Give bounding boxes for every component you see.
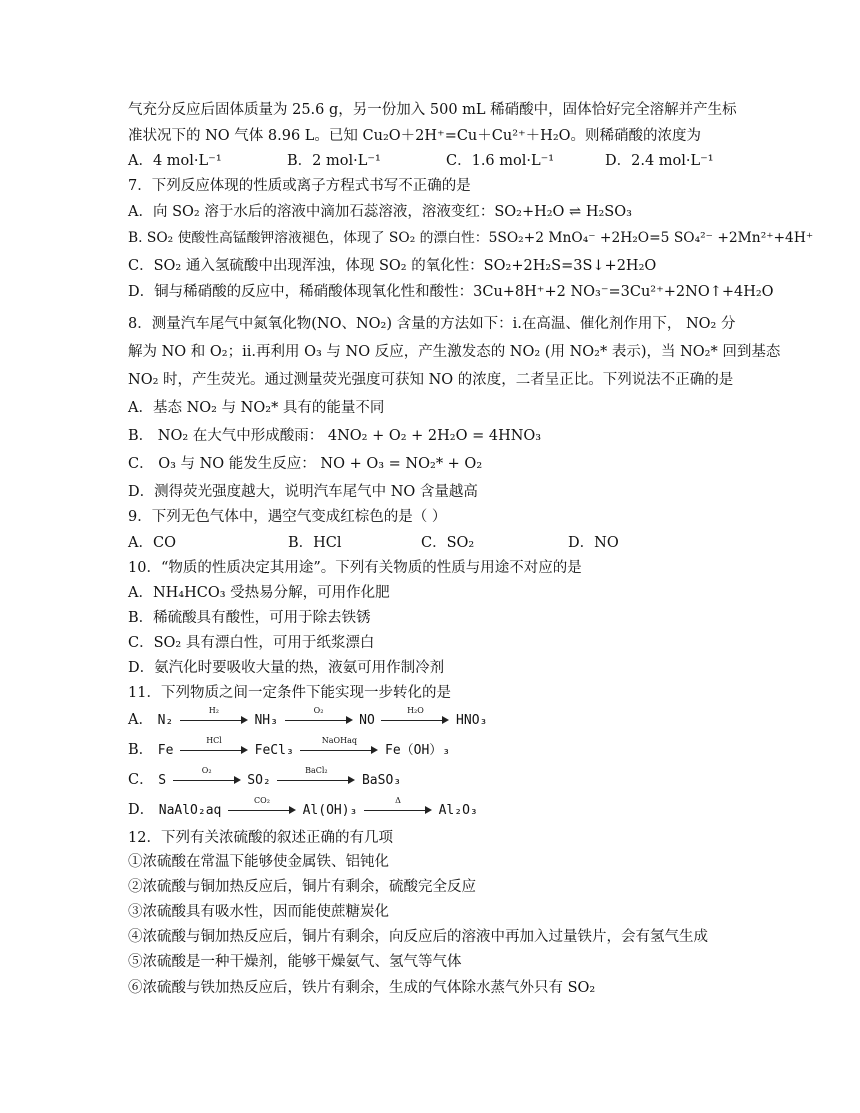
q7-option-b: B. SO₂ 使酸性高锰酸钾溶液褪色，体现了 SO₂ 的漂白性：5SO₂+2 MnO₄⁻ +2H₂O=5 SO₄²⁻ +2Mn²⁺+4H⁺ (128, 230, 814, 246)
substance: BaSO₃ (361, 773, 402, 788)
question-8-line2: 解为 NO 和 O₂；ii.再利用 O₃ 与 NO 反应，产生激发态的 NO₂ (用 NO₂* 表示)，当 NO₂* 回到基态 (128, 344, 781, 360)
arrow-label: NaOHaq (321, 736, 357, 745)
arrow-label: H₂O (407, 706, 424, 715)
statement-1: ①浓硫酸在常温下能够使金属铁、铝钝化 (128, 854, 389, 870)
option-c: C．SO₂ (421, 535, 475, 551)
q11-option-c (128, 766, 402, 790)
substance: Fe（OH）₃ (385, 743, 451, 758)
option-c: C．1.6 mol·L⁻¹ (446, 153, 555, 169)
q10-option-a: A．NH₄HCO₃ 受热易分解，可用作化肥 (128, 585, 390, 601)
reaction-arrow (180, 736, 248, 757)
q8-option-c: C． O₃ 与 NO 能发生反应： NO + O₃ = NO₂* + O₂ (128, 456, 483, 472)
option-d: D．NO (568, 535, 619, 551)
arrow-label: HCl (206, 736, 222, 745)
statement-4: ④浓硫酸与铜加热反应后，铜片有剩余，向反应后的溶液中再加入过量铁片，会有氢气生成 (128, 929, 708, 945)
substance: NO (359, 713, 375, 728)
arrow-label: O₂ (313, 706, 324, 715)
reaction-arrow (300, 736, 378, 757)
q11-option-d (128, 796, 478, 820)
option-b: B．HCl (288, 535, 342, 551)
q10-option-b: B．稀硫酸具有酸性，可用于除去铁锈 (128, 610, 371, 626)
substance: NaAlO₂aq (158, 803, 222, 818)
option-label: D． (128, 802, 155, 818)
reaction-arrow (228, 796, 296, 817)
substance: S (158, 773, 167, 788)
reaction-arrow (364, 796, 432, 817)
substance: Fe (157, 743, 174, 758)
substance: SO₂ (247, 773, 271, 788)
q10-option-c: C．SO₂ 具有漂白性，可用于纸浆漂白 (128, 635, 375, 651)
q8-option-a: A．基态 NO₂ 与 NO₂* 具有的能量不同 (128, 400, 385, 416)
question-8-line3: NO₂ 时，产生荧光。通过测量荧光强度可获知 NO 的浓度，二者呈正比。下列说法不正确的是 (128, 372, 734, 388)
substance: HNO₃ (456, 713, 488, 728)
statement-5: ⑤浓硫酸是一种干燥剂，能够干燥氨气、氢气等气体 (128, 954, 462, 970)
q6-options (128, 152, 764, 170)
arrow-label: O₂ (201, 766, 212, 775)
text-line: 准状况下的 NO 气体 8.96 L。已知 Cu₂O＋2H⁺=Cu＋Cu²⁺＋H₂O。则稀硝酸的浓度为 (128, 128, 702, 144)
question-12: 12．下列有关浓硫酸的叙述正确的有几项 (128, 830, 393, 846)
q10-option-d: D．氨汽化时要吸收大量的热，液氨可用作制冷剂 (128, 660, 445, 676)
option-a: A．4 mol·L⁻¹ (128, 153, 222, 169)
statement-2: ②浓硫酸与铜加热反应后，铜片有剩余，硫酸完全反应 (128, 879, 476, 895)
reaction-arrow (173, 766, 241, 787)
q11-option-b (128, 736, 451, 760)
q9-options (128, 534, 702, 552)
q7-option-d: D．铜与稀硝酸的反应中，稀硝酸体现氧化性和酸性：3Cu+8H⁺+2 NO₃⁻=3Cu²⁺+2NO↑+4H₂O (128, 284, 774, 300)
q8-option-d: D．测得荧光强度越大，说明汽车尾气中 NO 含量越高 (128, 484, 478, 500)
reaction-arrow (180, 706, 248, 727)
reaction-arrow (277, 766, 355, 787)
arrow-label: BaCl₂ (305, 766, 328, 775)
substance: N₂ (157, 713, 174, 728)
question-11: 11．下列物质之间一定条件下能实现一步转化的是 (128, 685, 451, 701)
substance: FeCl₃ (254, 743, 294, 758)
option-label: A． (128, 712, 153, 728)
arrow-label: H₂ (208, 706, 219, 715)
arrow-label: CO₂ (254, 796, 270, 805)
statement-3: ③浓硫酸具有吸水性，因而能使蔗糖炭化 (128, 904, 389, 920)
reaction-arrow (381, 706, 449, 727)
substance: Al₂O₃ (438, 803, 478, 818)
arrow-label: Δ (395, 796, 401, 805)
option-a: A．CO (128, 535, 176, 551)
question-7: 7．下列反应体现的性质或离子方程式书写不正确的是 (128, 178, 471, 194)
option-label: C． (128, 772, 154, 788)
question-8: 8．测量汽车尾气中氮氧化物(NO、NO₂) 含量的方法如下：i.在高温、催化剂作用下， NO₂ 分 (128, 316, 736, 332)
q7-option-a: A．向 SO₂ 溶于水后的溶液中滴加石蕊溶液，溶液变红：SO₂+H₂O ⇌ H₂SO₃ (128, 204, 632, 220)
option-d: D．2.4 mol·L⁻¹ (605, 153, 714, 169)
question-9: 9．下列无色气体中，遇空气变成红棕色的是（ ） (128, 509, 447, 525)
reaction-arrow (285, 706, 353, 727)
question-10: 10．“物质的性质决定其用途”。下列有关物质的性质与用途不对应的是 (128, 560, 582, 576)
substance: Al(OH)₃ (302, 803, 358, 818)
substance: NH₃ (254, 713, 278, 728)
statement-6: ⑥浓硫酸与铁加热反应后，铁片有剩余，生成的气体除水蒸气外只有 SO₂ (128, 980, 596, 996)
option-b: B．2 mol·L⁻¹ (287, 153, 381, 169)
q8-option-b: B． NO₂ 在大气中形成酸雨： 4NO₂ + O₂ + 2H₂O = 4HNO₃ (128, 428, 542, 444)
option-label: B． (128, 742, 154, 758)
q11-option-a (128, 706, 488, 730)
q7-option-c: C．SO₂ 通入氢硫酸中出现浑浊，体现 SO₂ 的氧化性：SO₂+2H₂S=3S↓+2H₂O (128, 258, 657, 274)
text-line: 气充分反应后固体质量为 25.6 g，另一份加入 500 mL 稀硝酸中，固体恰好完全溶解并产生标 (128, 102, 737, 118)
